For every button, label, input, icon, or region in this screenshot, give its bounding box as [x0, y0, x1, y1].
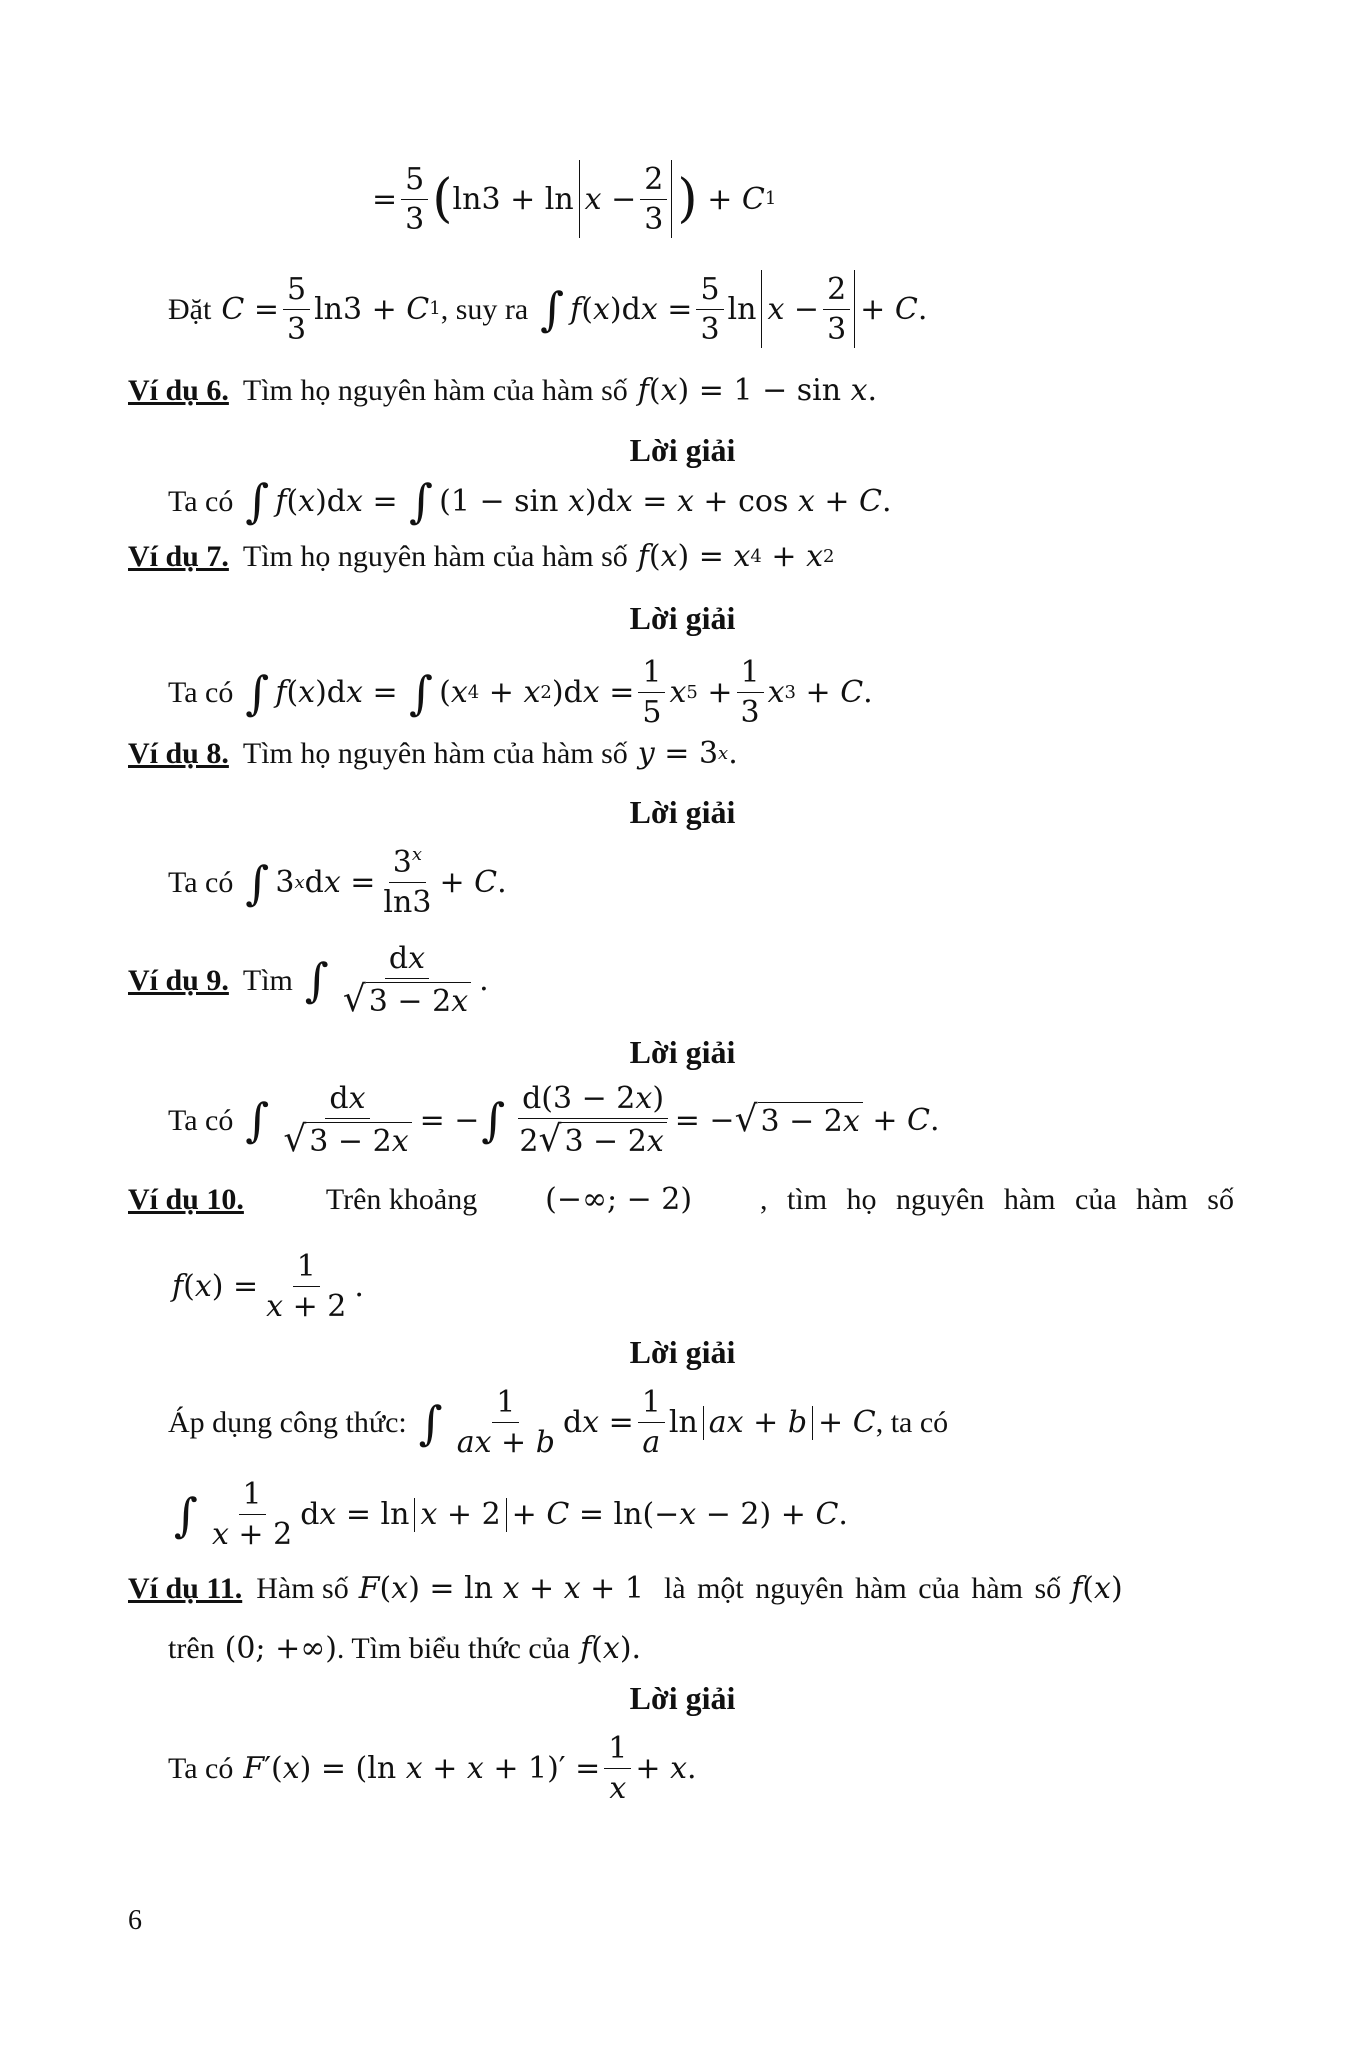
solution-heading-7: Lời giải [629, 600, 736, 636]
example-6-text: Tìm họ nguyên hàm của hàm số [242, 374, 628, 407]
solution-9: Ta có ∫ dx √ 3 − 2x = − ∫ d(3 − 2x) 2 √ 3 − 2x = − √ 3 − 2x + C . [168, 1081, 940, 1160]
ta-co-text: Ta có [168, 1103, 234, 1137]
ta-co-text: Ta có [168, 866, 234, 899]
example-7-label: Ví dụ 7. [128, 540, 229, 573]
ap-dung-text: Áp dụng công thức: [168, 1406, 407, 1439]
example-11-text-2: là một nguyên hàm của hàm số [663, 1572, 1062, 1605]
example-6: Ví dụ 6. Tìm họ nguyên hàm của hàm số f ( x ) = 1 − sin x . [128, 373, 878, 408]
example-11-label: Ví dụ 11. [128, 1572, 243, 1605]
example-11-text-1: Hàm số [256, 1572, 349, 1605]
page-number: 6 [128, 1905, 142, 1936]
ta-co-text: Ta có [168, 676, 234, 709]
solution-11: Ta có F ′( x ) = (ln x + x + 1)′ = $\frac{1}{x}$ + x . [168, 1731, 697, 1806]
ta-co-text: Ta có [168, 484, 234, 518]
solution-6: Ta có ∫ f ( x )d x = ∫ (1 − sin x )d x = x + cos x + C . [168, 474, 892, 528]
example-10-function: f ( x ) = $\frac{1}{x + 2}$ . [172, 1249, 364, 1324]
example-9-label: Ví dụ 9. [128, 963, 229, 997]
solution-heading-10: Lời giải [629, 1334, 736, 1370]
example-8-text: Tìm họ nguyên hàm của hàm số [242, 737, 628, 770]
example-10-text-1: Trên khoảng [325, 1183, 478, 1216]
example-7-text: Tìm họ nguyên hàm của hàm số [242, 540, 628, 573]
solution-7: Ta có ∫ f ( x )d x = ∫ ( x 4 + x 2 )d x = $\frac{1}{5}$ x 5 + $\frac{1}{3}$ x 3 + C . [168, 655, 873, 730]
suy-ra-text: , suy ra [440, 292, 529, 326]
dat-text: Đặt [168, 292, 212, 326]
example-10: Ví dụ 10. Trên khoảng (−∞; − 2) , tìm họ nguyên hàm của hàm số [128, 1182, 1234, 1217]
example-8-label: Ví dụ 8. [128, 737, 229, 770]
solution-8: Ta có ∫ 3 x d x = $\frac{3^x}{\ln 3}$ + C . [168, 844, 507, 920]
ta-co-text: Ta có [168, 1752, 234, 1785]
example-6-label: Ví dụ 6. [128, 374, 229, 407]
solution-heading-6: Lời giải [629, 432, 736, 468]
example-11: Ví dụ 11. Hàm số F ( x ) = ln x + x + 1 là một nguyên hàm của hàm số f ( x ) [128, 1571, 1123, 1606]
solution-heading-8: Lời giải [629, 794, 736, 830]
solution-heading-9: Lời giải [629, 1034, 736, 1070]
solution-10-formula: Áp dụng công thức: ∫ $\frac{1}{ax + b}$ d x = $\frac{1}{a}$ ln ax + b + C , ta có [168, 1385, 949, 1460]
example-9-text: Tìm [242, 963, 293, 997]
ta-co-comma-text: , ta có [875, 1406, 949, 1439]
solution-heading-11: Lời giải [629, 1680, 736, 1716]
example-11-line-2a: trên [168, 1632, 215, 1665]
equation-line-2: Đặt C = $\frac{5}{3}$ ln3 + C 1 , suy ra ∫ f ( x )d x = $\frac{5}{3}$ ln x − $\frac{2}{3}$ + C . [168, 271, 928, 347]
example-11-line-2: trên (0; +∞) . Tìm biểu thức của f ( x ). [168, 1631, 642, 1666]
solution-10-result: ∫ $\frac{1}{x + 2}$ d x = ln x + 2 + C = ln(− x − 2) + C . [174, 1477, 848, 1552]
example-10-label: Ví dụ 10. [128, 1183, 244, 1216]
example-9: Ví dụ 9. Tìm ∫ dx √ 3 − 2x . [128, 941, 489, 1020]
example-8: Ví dụ 8. Tìm họ nguyên hàm của hàm số y = 3 x . [128, 736, 738, 771]
example-11-line-2b: . Tìm biểu thức của [336, 1632, 571, 1665]
example-10-text-2: , tìm họ nguyên hàm của hàm số [760, 1183, 1234, 1216]
example-7: Ví dụ 7. Tìm họ nguyên hàm của hàm số f ( x ) = x 4 + x 2 [128, 539, 835, 574]
equation-line-1: = $\frac{5}{3}$ ( ln3 + ln x − $\frac{2}{3}$ ) + C 1 [372, 161, 777, 237]
